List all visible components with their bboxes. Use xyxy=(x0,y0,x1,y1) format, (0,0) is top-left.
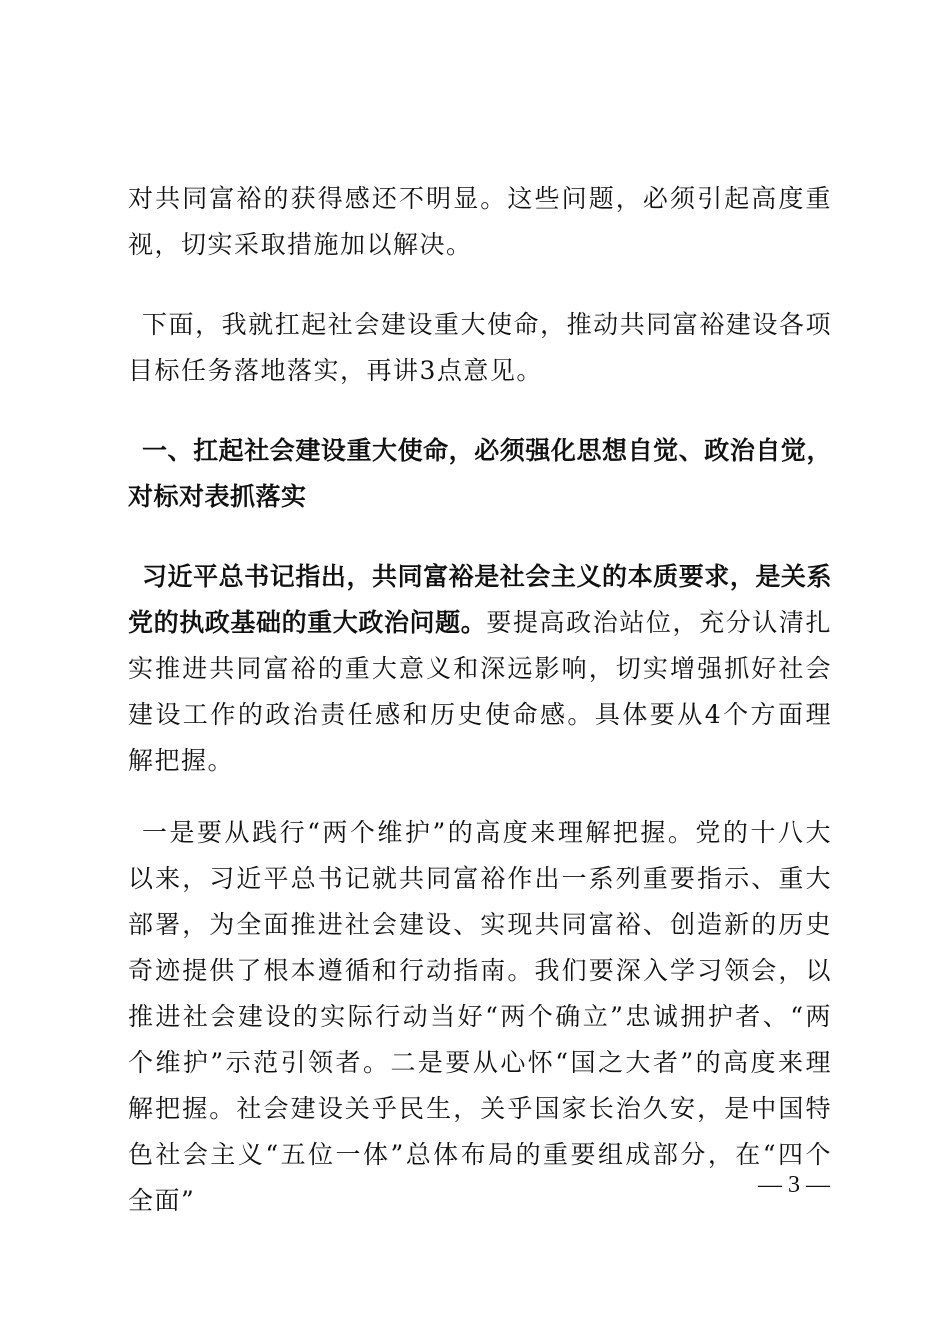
section-heading-1: 一、扛起社会建设重大使命，必须强化思想自觉、政治自觉，对标对表抓落实 xyxy=(128,436,832,511)
paragraph-4: 一是要从践行“两个维护”的高度来理解把握。党的十八大以来，习近平总书记就共同富裕作出一系列重要指示、重大部署，为全面推进社会建设、实现共同富裕、创造新的历史奇迹提供了根本遵循和行动指南。我们要深入学习领会，以推进社会建设的实际行动当好“两个确立”忠诚拥护者、“两个维护”示范引领者。二是要从心怀“国之大者”的高度来理解把握。社会建设关乎民生，关乎国家长治久安，是中国特色社会主义“五位一体”总体布局的重要组成部分，在“四个全面” xyxy=(128,818,832,1215)
paragraph-2: 下面，我就扛起社会建设重大使命，推动共同富裕建设各项目标任务落地落实，再讲3点意见。 xyxy=(128,310,832,385)
paragraph-1: 对共同富裕的获得感还不明显。这些问题，必须引起高度重视，切实采取措施加以解决。 xyxy=(128,184,832,259)
paragraph-3 xyxy=(128,554,832,784)
paragraph-3-body: 要提高政治站位，充分认清扎实推进共同富裕的重大意义和深远影响，切实增强抓好社会建设工作的政治责任感和历史使命感。具体要从4个方面理解把握。 xyxy=(128,608,832,775)
page-number: — 3 — xyxy=(758,1172,830,1198)
paragraph-3-emphasis: 习近平总书记指出，共同富裕是社会主义的本质要求，是关系党的执政基础的重大政治问题。 xyxy=(128,562,832,637)
